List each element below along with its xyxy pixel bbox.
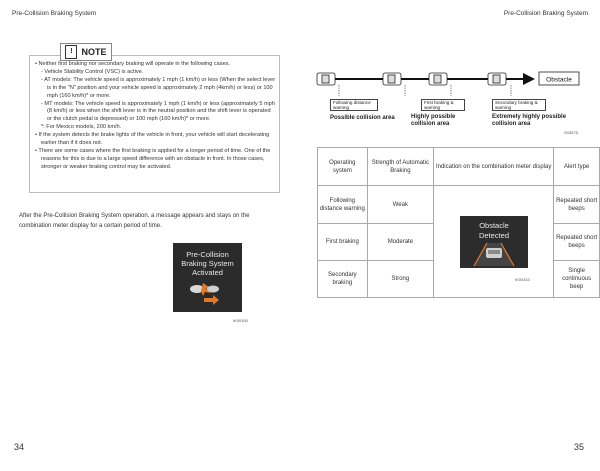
table-cell: Following distance warning — [318, 186, 368, 224]
table-header: Operating system — [318, 148, 368, 186]
display-line2: Detected — [478, 230, 509, 240]
note-line: *: For Mexico models, 200 km/h. — [41, 124, 122, 131]
table-row — [318, 186, 600, 224]
car-icon — [383, 73, 401, 85]
possible-collision-area: Possible collision area — [330, 115, 395, 121]
note-line: - AT models: The vehicle speed is approximately 1 mph (1 km/h) or less (When the select lever is in the "N" position and your vehicle speed is approximately 2 mph (4km/h) or less) or 100 mph (160 km/h)* or more. — [41, 76, 276, 99]
note-line: - MT models: The vehicle speed is approximately 1 mph (1 km/h) or less (approximately 5 mph (8 km/h) or less when the shift lever is in the neutral position and the shift lever is operated or the clutch pedal is depressed) or 100 mph (160 km/h)* or more. — [41, 100, 275, 123]
note-line: • There are some cases where the first braking is applied for a longer period of time. One of the reasons for this is due to a large speed difference with an obstacle in front. In those cases, stronger or weaker braking control may be activated. — [35, 147, 271, 170]
left-page-header: Pre-Collision Braking System — [12, 10, 97, 17]
table-cell: First braking — [318, 224, 368, 261]
table-cell: Moderate — [367, 224, 433, 261]
table-header: Strength of Automatic Braking — [367, 148, 433, 186]
display-image-code: IK00310 — [515, 277, 530, 282]
table-cell: Repeated short beeps — [554, 224, 600, 261]
table-cell: Weak — [367, 186, 433, 224]
first-braking-label: First braking & warning — [421, 99, 465, 111]
indication-cell — [434, 186, 554, 298]
note-heading — [60, 43, 112, 61]
table-cell: Strong — [367, 261, 433, 298]
table-cell: Secondary braking — [318, 261, 368, 298]
car-icon — [488, 73, 506, 85]
obstacle-detected-display — [460, 216, 528, 268]
display-line1: Obstacle — [478, 220, 509, 230]
left-page-number: 34 — [14, 442, 25, 452]
secondary-braking-label: Secondary braking & warning — [492, 99, 546, 111]
diagram-code: S03675 — [564, 130, 578, 135]
car-icon — [317, 73, 335, 85]
note-line: - Vehicle Stability Control (VSC) is active. — [41, 68, 144, 75]
right-page-header: Pre-Collision Braking System — [503, 10, 588, 17]
table-cell: Single continuous beep — [554, 261, 600, 298]
body-paragraph: After the Pre-Collision Braking System operation, a message appears and stays on the combination meter display for a certain period of time. — [19, 213, 250, 229]
note-line: • If the system detects the brake lights of the vehicle in front, your vehicle will start decelerating earlier than if it does not. — [35, 132, 270, 147]
screen-line1: Pre-Collision — [186, 250, 229, 259]
braking-table — [317, 147, 600, 298]
pre-collision-screen-image — [173, 243, 242, 312]
warning-hand-icon: ! — [65, 45, 77, 59]
screen-line3: Activated — [192, 268, 223, 277]
screen-illustration — [173, 243, 242, 312]
note-text — [33, 61, 276, 172]
following-distance-warning-label: Following distance warning — [330, 99, 378, 111]
table-header-row — [318, 148, 600, 186]
table-header: Indication on the combination meter display — [434, 148, 554, 186]
note-line: • Neither first braking nor secondary braking will operate in the following cases. — [35, 61, 231, 67]
obstacle-label: Obstacle — [546, 76, 572, 84]
note-title: NOTE — [81, 47, 107, 57]
highly-possible-collision-area: Highly possible collision area — [411, 114, 456, 127]
car-icon — [429, 73, 447, 85]
extremely-highly-possible-collision-area: Extremely highly possible collision area — [492, 114, 567, 127]
screen-image-code: IK00300 — [233, 318, 248, 323]
right-page-number: 35 — [573, 442, 584, 452]
table-cell: Repeated short beeps — [554, 186, 600, 224]
screen-line2: Braking System — [181, 259, 234, 268]
table-header: Alert type — [554, 148, 600, 186]
